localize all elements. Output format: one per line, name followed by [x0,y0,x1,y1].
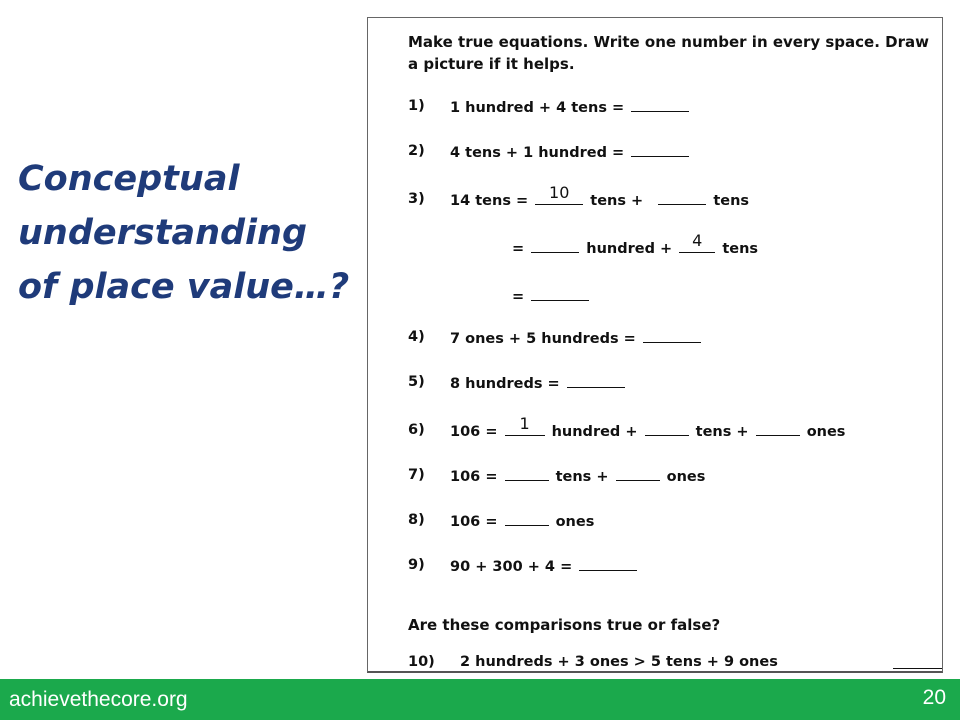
problem-text: = [512,241,525,257]
problem-number: 6) [408,422,425,438]
problem-number: 8) [408,512,425,528]
problem-3 [450,183,750,210]
answer-blank [631,97,689,112]
problem-number: 9) [408,557,425,573]
heading-line-3: of place value…? [18,267,350,307]
problem-9 [450,556,639,576]
problem-number: 10) [408,654,435,670]
answer-blank [505,466,549,481]
problem-text: 106 = [450,514,498,530]
problem-number: 4) [408,329,425,345]
problem-text: hundred + [586,241,673,257]
problem-text: tens [722,241,759,257]
problem-7 [450,466,705,486]
answer-blank [631,142,689,157]
problem-text: 14 tens = [450,193,529,209]
problem-number: 2) [408,143,425,159]
worksheet-image [367,17,943,673]
answer-blank [579,556,637,571]
problem-text: 7 ones + 5 hundreds = [450,331,636,347]
problem-text: hundred + [551,424,638,440]
answer-blank [531,286,589,301]
problem-3-step-2 [512,231,759,258]
problem-text: tens + [695,424,749,440]
answer-blank [756,421,800,436]
problem-text: = [512,289,525,305]
handwritten-answer: 10 [549,183,570,202]
problem-text: tens + [555,469,609,485]
problem-text: ones [555,514,595,530]
answer-blank [505,511,549,526]
problem-1 [450,97,691,117]
footer-bar [0,679,960,720]
problem-3-step-3 [512,286,591,306]
problem-number: 7) [408,467,425,483]
heading-line-1: Conceptual [18,159,240,199]
problem-10: 2 hundreds + 3 ones > 5 tens + 9 ones [460,654,778,670]
worksheet-instructions: Make true equations. Write one number in every space. Draw a picture if it helps. [408,33,929,73]
problem-5 [450,373,627,393]
problem-text: 90 + 300 + 4 = [450,559,573,575]
problem-6 [450,414,846,441]
handwritten-answer: 1 [519,414,530,433]
comparisons-heading: Are these comparisons true or false? [408,616,721,634]
problem-number: 5) [408,374,425,390]
problem-text: tens [713,193,750,209]
answer-blank [658,190,706,205]
problem-text: 1 hundred + 4 tens = [450,100,625,116]
problem-text: 8 hundreds = [450,376,560,392]
answer-blank-filled [535,183,583,205]
answer-blank [643,328,701,343]
answer-blank [567,373,625,388]
answer-blank [616,466,660,481]
answer-blank-filled [679,231,715,253]
answer-blank [893,668,943,669]
slide-page-number: 20 [922,686,946,709]
problem-text: ones [806,424,846,440]
problem-text: 4 tens + 1 hundred = [450,145,625,161]
problem-8 [450,511,594,531]
problem-text: 106 = [450,424,498,440]
answer-blank-filled [505,414,545,436]
handwritten-answer: 4 [692,231,703,250]
problem-text: ones [666,469,706,485]
heading-line-2: understanding [18,213,308,253]
problem-2 [450,142,691,162]
footer-site-link[interactable]: achievethecore.org [9,688,188,711]
problem-number: 3) [408,191,425,207]
slide-heading [18,152,358,314]
problem-number: 1) [408,98,425,114]
answer-blank [645,421,689,436]
answer-blank [531,238,579,253]
problem-4 [450,328,703,348]
problem-text: tens + [590,193,644,209]
problem-text: 106 = [450,469,498,485]
